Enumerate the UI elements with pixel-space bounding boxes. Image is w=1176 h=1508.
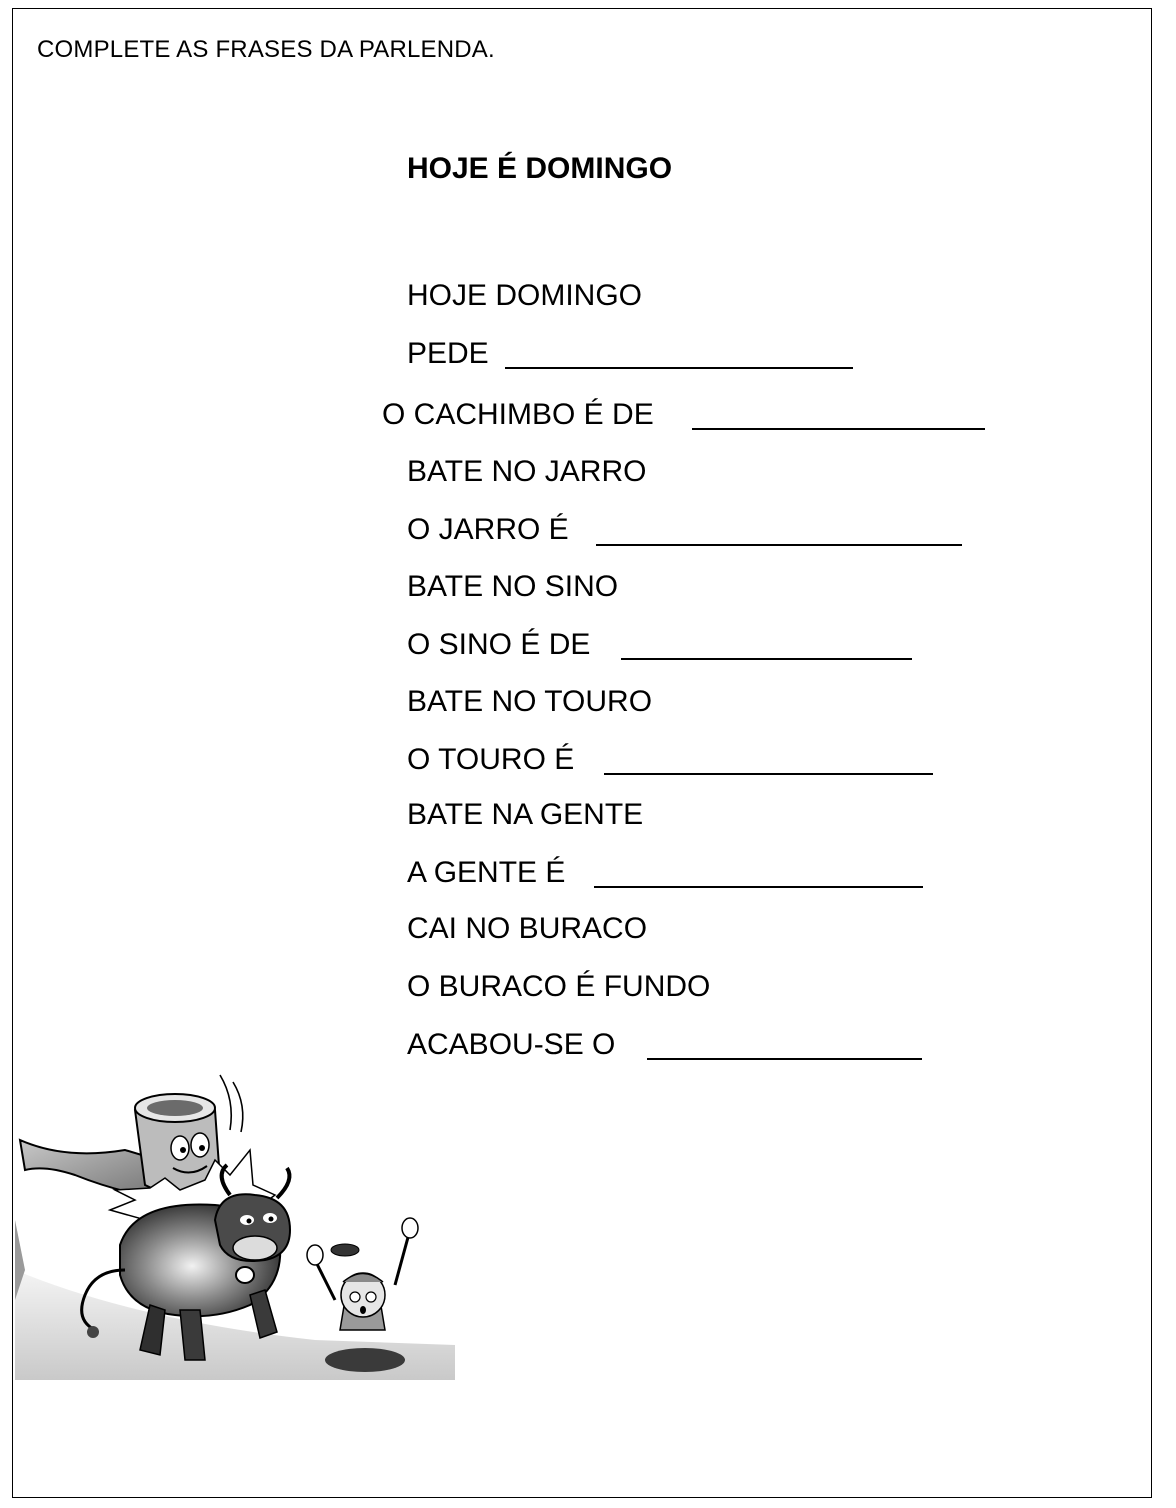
poem-line: O TOURO É (407, 743, 575, 776)
motion-lines (220, 1075, 243, 1132)
answer-blank[interactable] (647, 1058, 922, 1060)
answer-blank[interactable] (596, 544, 962, 546)
poem-line: O SINO É DE (407, 628, 591, 661)
poem-line: HOJE DOMINGO (407, 279, 643, 312)
poem-line: A GENTE É (407, 856, 566, 889)
poem-line: BATE NA GENTE (407, 798, 644, 831)
pipe-icon (20, 1094, 220, 1200)
poem-line: O CACHIMBO É DE (382, 398, 654, 431)
pipe-bull-person-illustration (15, 1070, 455, 1380)
poem-line: O JARRO É (407, 513, 569, 546)
answer-blank[interactable] (594, 886, 923, 888)
poem-line: BATE NO TOURO (407, 685, 653, 718)
answer-blank[interactable] (692, 428, 985, 430)
poem-line: CAI NO BURACO (407, 912, 648, 945)
answer-blank[interactable] (604, 773, 933, 775)
poem-line: BATE NO SINO (407, 570, 619, 603)
poem-title: HOJE É DOMINGO (407, 152, 673, 185)
poem-line: ACABOU-SE O (407, 1028, 616, 1061)
instruction-text: COMPLETE AS FRASES DA PARLENDA. (37, 36, 495, 63)
poem-line: PEDE (407, 337, 489, 370)
poem-line: O BURACO É FUNDO (407, 970, 711, 1003)
poem-line: BATE NO JARRO (407, 455, 647, 488)
answer-blank[interactable] (505, 367, 853, 369)
answer-blank[interactable] (621, 658, 912, 660)
